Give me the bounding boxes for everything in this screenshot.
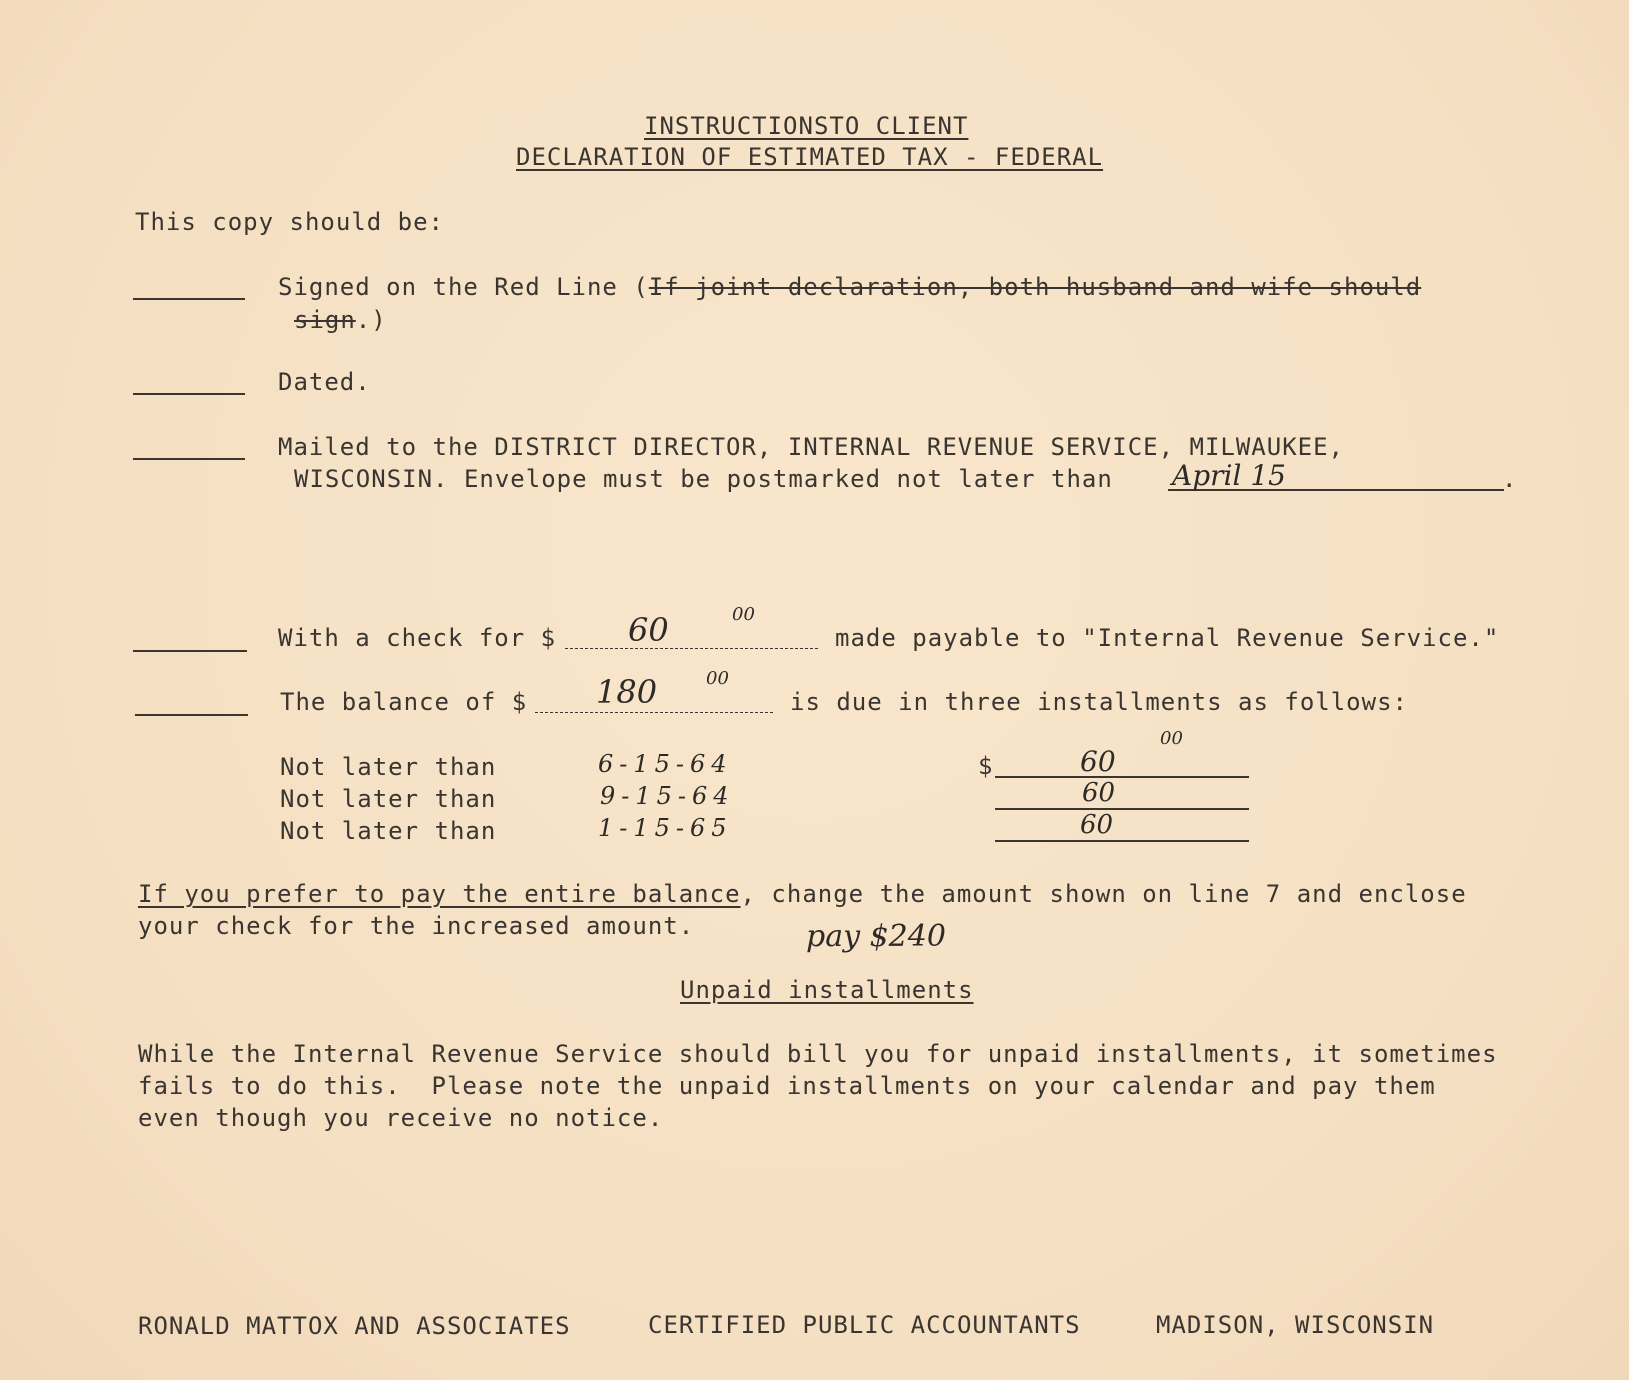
installment-cents-handwritten: 00 bbox=[1160, 728, 1183, 749]
intro-text: This copy should be: bbox=[135, 208, 444, 236]
check-amount-handwritten: 60 bbox=[628, 611, 669, 649]
item-signed-line2 bbox=[294, 308, 387, 332]
checkbox-blank-mailed[interactable] bbox=[133, 458, 245, 460]
installment-label: Not later than bbox=[280, 785, 497, 813]
footer-location: MADISON, WISCONSIN bbox=[1156, 1311, 1435, 1339]
installments-dollar-sign: $ bbox=[978, 752, 994, 780]
unpaid-line-2: fails to do this. Please note the unpaid installments on your calendar and pay them bbox=[138, 1072, 1436, 1100]
postmark-date-handwritten: April 15 bbox=[1172, 459, 1286, 492]
item-dated: Dated. bbox=[278, 368, 371, 396]
check-suffix: made payable to "Internal Revenue Service." bbox=[835, 624, 1500, 652]
installment-date-handwritten: 6-15-64 bbox=[598, 750, 733, 778]
item-signed bbox=[278, 275, 1421, 299]
prefer-handwritten-note: pay $240 bbox=[806, 919, 946, 954]
title-line-1: INSTRUCTIONSTO CLIENT bbox=[644, 112, 969, 140]
item-mailed-line2: WISCONSIN. Envelope must be postmarked not later than bbox=[294, 465, 1113, 493]
signed-struck-text: If joint declaration, both husband and wife should bbox=[648, 273, 1422, 301]
installment-amount-line[interactable] bbox=[995, 776, 1249, 778]
balance-suffix: is due in three installments as follows: bbox=[790, 688, 1408, 716]
check-cents-handwritten: 00 bbox=[732, 604, 755, 625]
balance-amount-line[interactable] bbox=[535, 712, 773, 713]
prefer-line-1 bbox=[138, 882, 1467, 906]
unpaid-line-3: even though you receive no notice. bbox=[138, 1104, 664, 1132]
balance-amount-handwritten: 180 bbox=[596, 673, 658, 711]
checkbox-blank-check[interactable] bbox=[133, 650, 247, 652]
balance-prefix: The balance of $ bbox=[280, 688, 528, 716]
prefer-line-2: your check for the increased amount. bbox=[138, 912, 695, 940]
installment-amount-handwritten: 60 bbox=[1080, 745, 1116, 778]
checkbox-blank-dated[interactable] bbox=[133, 393, 245, 395]
prefer-rest: , change the amount shown on line 7 and enclose bbox=[740, 880, 1467, 908]
item-mailed-line1: Mailed to the DISTRICT DIRECTOR, INTERNAL REVENUE SERVICE, MILWAUKEE, bbox=[278, 433, 1344, 461]
check-prefix: With a check for $ bbox=[278, 624, 557, 652]
prefer-underlined: If you prefer to pay the entire balance bbox=[138, 880, 741, 908]
checkbox-blank-signed[interactable] bbox=[133, 298, 245, 300]
footer-firm: RONALD MATTOX AND ASSOCIATES bbox=[138, 1312, 571, 1340]
unpaid-line-1: While the Internal Revenue Service should bill you for unpaid installments, it sometimes bbox=[138, 1040, 1498, 1068]
installment-date-handwritten: 9-15-64 bbox=[600, 782, 735, 810]
signed-struck-text-2: sign bbox=[294, 306, 356, 334]
installment-label: Not later than bbox=[280, 817, 497, 845]
installment-date-handwritten: 1-15-65 bbox=[598, 814, 733, 842]
signed-text: Signed on the Red Line ( bbox=[278, 273, 649, 301]
footer-profession: CERTIFIED PUBLIC ACCOUNTANTS bbox=[648, 1311, 1081, 1339]
check-amount-line[interactable] bbox=[565, 648, 818, 649]
installment-amount-line[interactable] bbox=[995, 808, 1249, 810]
balance-cents-handwritten: 00 bbox=[706, 668, 729, 689]
installment-amount-handwritten: 60 bbox=[1082, 778, 1116, 808]
title-line-2: DECLARATION OF ESTIMATED TAX - FEDERAL bbox=[516, 143, 1104, 171]
period: . bbox=[1502, 465, 1518, 493]
unpaid-heading: Unpaid installments bbox=[680, 976, 974, 1004]
installment-amount-handwritten: 60 bbox=[1080, 810, 1114, 840]
checkbox-blank-balance[interactable] bbox=[135, 714, 248, 716]
installment-amount-line[interactable] bbox=[995, 840, 1249, 842]
signed-tail: .) bbox=[355, 306, 387, 334]
installment-label: Not later than bbox=[280, 753, 497, 781]
